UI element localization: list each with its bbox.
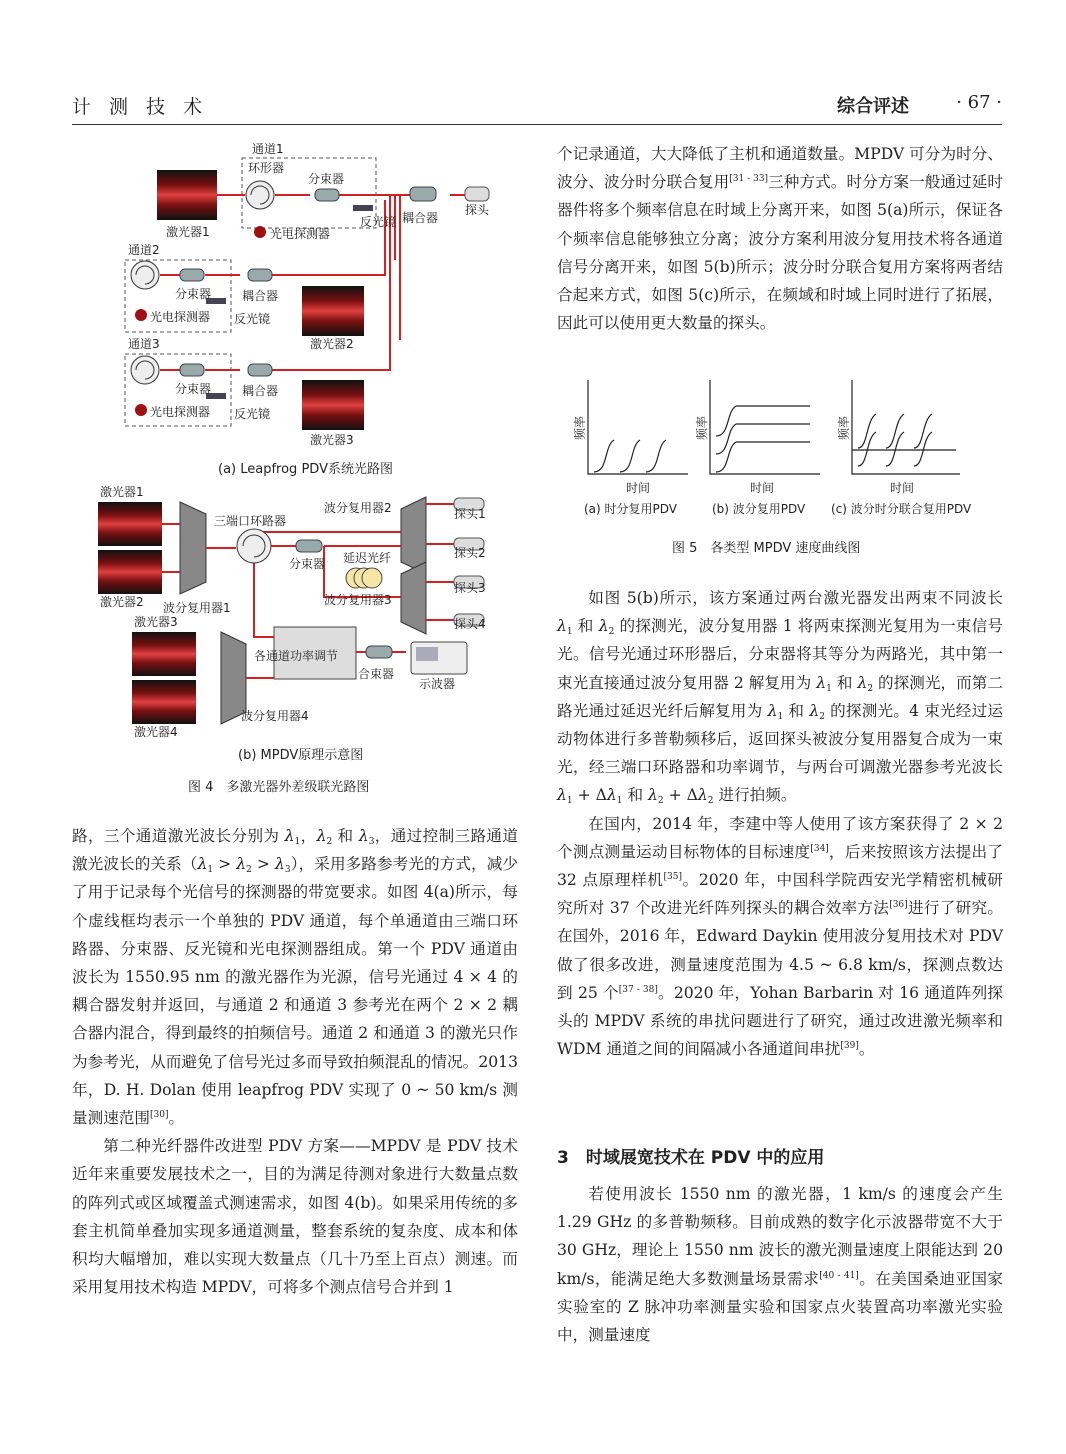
fig5-sub-b: (b) 波分复用PDV [712,502,806,516]
fig4a-laser2: 激光器2 [310,337,354,351]
fig4a-circulator: 环形器 [248,161,285,175]
fig4b-probe3: 探头3 [454,581,486,595]
fig4a-detector: 光电探测器 [270,227,331,241]
fig4b-wdm4: 波分复用器4 [241,709,309,723]
fig4b-laser3: 激光器3 [134,615,178,629]
figure-4a-diagram [120,140,520,458]
fig4a-splitter: 分束器 [308,172,345,186]
fig5-ylabel-a: 频率 [573,415,587,440]
fig4a-coupler2: 耦合器 [242,289,279,303]
fig4b-probe1: 探头1 [454,507,486,521]
page-number: · 67 · [956,92,1002,113]
fig4a-detector2: 光电探测器 [150,310,211,324]
figure-4b-diagram [96,482,516,744]
fig4b-probe2: 探头2 [454,546,486,560]
fig4b-splitter: 分束器 [289,557,326,571]
fig4a-detector3: 光电探测器 [150,405,211,419]
fig4b-caption: (b) MPDV原理示意图 [238,748,364,763]
section-3-heading: 3 时域展宽技术在 PDV 中的应用 [557,1148,825,1168]
fig4a-mirror: 反光镜 [360,215,397,229]
fig5-xlabel-a: 时间 [626,481,651,494]
fig5-xlabel-c: 时间 [890,481,915,494]
fig4a-splitter2: 分束器 [175,287,212,301]
fig5-caption: 图 5 各类型 MPDV 速度曲线图 [672,541,861,556]
fig4b-circulator: 三端口环路器 [214,514,287,528]
fig4a-mirror2: 反光镜 [234,312,271,326]
header-rule [72,124,1002,125]
right-top-paragraph: 个记录通道，大大降低了主机和通道数量。MPDV 可分为时分、波分、波分时分联合复用[31 - 33]三种方式。时分方案一般通过延时器件将多个频率信息在时域上分离开来，如图 5(a)所示，保证各个频率信息能够独立分离；波分方案利用波分复用技术将各通道信号分离开来，如图 5(b)所示；波分时分联合复用方案将两者结合起来方式，如图 5(c)所示，在频域和时域上同时进行了拓展，因此可以使用更大数量的探头。 [557,145,1003,333]
fig4b-combiner: 合束器 [358,667,395,681]
left-bottom-paragraphs: 路，三个通道激光波长分别为 $\lambda_1$，$\lambda_2$ 和 $\lambda_3$，通过控制三路通道激光波长的关系$(\lambda_1 > \lambda_2 > \lambda_3)$，采用多路参考光的方式，减少了用于记录每个光信号的探测器的带宽要求。如图 4(a)所示，每个虚线框均表示一个单独的 PDV 通道，每个单通道由三端口环路器、分束器、反光镜和光电探测器组成。第一个 PDV 通道由波长为 1550.95 nm 的激光器作为光源，信号光通过 4 × 4 的耦合器发射并返回，与通道 2 和通道 3 参考光在两个 2 × 2 耦合器内混合，得到最终的拍频信号。通道 2 和通道 3 的激光只作为参考光，从而避免了信号光过多而导致拍频混乱的情况。2013 年，D. H. Dolan 使用 leapfrog PDV 实现了 0 ~ 50 km/s 测量测速范围[30]。 第二种光纤器件改进型 PDV 方案——MPDV 是 PDV 技术近年来重要发展技术之一，目的为满足待测对象进行大数量点数的阵列式或区域覆盖式测速需求，如图 4(b)。如果采用传统的多套主机简单叠加实现多通道测量，整套系统的复杂度、成本和体积均大幅增加，难以实现大数量点（几十乃至上百点）测速。而采用复用技术构造 MPDV，可将多个测点信号合并到 1 [72,827,518,1297]
fig4b-wdm2: 波分复用器2 [324,501,392,515]
fig4-caption: 图 4 多激光器外差级联光路图 [188,780,370,795]
fig4b-scope: 示波器 [419,677,456,691]
right-middle-paragraphs: 如图 5(b)所示，该方案通过两台激光器发出两束不同波长 $\lambda_1$ 和 $\lambda_2$ 的探测光，波分复用器 1 将两束探测光复用为一束信号光。信号光通过环形器后，分束器将其等分为两路光，其中第一束光直接通过波分复用器 2 解复用为 $\lambda_1$ 和 $\lambda_2$ 的探测光，而第二路光通过延迟光纤后解复用为 $\lambda_1$ 和 $\lambda_2$ 的探测光。4 束光经过运动物体进行多普勒频移后，返回探头被波分复用器复合成为一束光，经三端口环路器和功率调节，与两台可调激光器参考光波长 $\lambda_1 + \Delta\lambda_1$ 和 $\lambda_2 + \Delta\lambda_2$ 进行拍频。 在国内，2014 年，李建中等人使用了该方案获得了 2 × 2 个测点测量运动目标物体的目标速度[34]，后来按照该方法提出了 32 点原理样机[35]。2020 年，中国科学院西安光学精密机械研究所对 37 个改进光纤阵列探头的耦合效率方法[36]进行了研究。在国外，2016 年，Edward Daykin 使用波分复用技术对 PDV 做了很多改进，测量速度范围为 4.5 ~ 6.8 km/s，探测点数达到 25 个[37 - 38]。2020 年，Yohan Barbarin 对 16 通道阵列探头的 MPDV 系统的串扰问题进行了研究，通过改进激光频率和 WDM 通道之间的间隔减小各通道间串扰[39]。 [557,589,1004,1059]
fig4a-caption: (a) Leapfrog PDV系统光路图 [218,462,393,477]
fig4b-power: 各通道功率调节 [254,649,339,663]
fig4a-splitter3: 分束器 [175,382,212,396]
fig4a-channel2: 通道2 [128,243,160,257]
fig5-sub-c: (c) 波分时分联合复用PDV [831,502,972,516]
fig4b-wdm3: 波分复用器3 [324,593,392,607]
fig4b-laser4: 激光器4 [134,725,178,739]
fig4a-channel3: 通道3 [128,337,160,351]
fig4b-probe4: 探头4 [454,617,486,631]
section-name: 综合评述 [837,96,909,117]
fig5-ylabel-c: 频率 [837,415,851,440]
figure-5-curves [560,376,1000,494]
fig4a-coupler3: 耦合器 [242,384,279,398]
fig4b-laser2: 激光器2 [100,595,144,609]
fig4a-laser1: 激光器1 [166,225,210,239]
fig4a-coupler: 耦合器 [402,211,439,225]
journal-title: 计 测 技 术 [72,96,209,118]
fig5-ylabel-b: 频率 [695,415,709,440]
fig4a-probe: 探头 [465,203,490,217]
fig4a-channel1: 通道1 [252,142,284,156]
fig5-sub-a: (a) 时分复用PDV [584,502,678,516]
page-header [72,92,1002,126]
right-bottom-paragraph: 若使用波长 1550 nm 的激光器，1 km/s 的速度会产生 1.29 GHz 的多普勒频移。目前成熟的数字化示波器带宽不大于 30 GHz，理论上 1550 nm 波长的激光测量速度上限能达到 20 km/s，能满足绝大多数测量场景需求[40 - 41]。在美国桑迪亚国家实验室的 Z 脉冲功率测量实验和国家点火装置高功率激光实验中，测量速度 [557,1185,1003,1345]
fig5-xlabel-b: 时间 [750,481,775,494]
fig4b-delay: 延迟光纤 [343,551,392,565]
fig4b-laser1: 激光器1 [100,485,144,499]
fig4a-laser3: 激光器3 [310,433,354,447]
fig4a-mirror3: 反光镜 [234,407,271,421]
fig4b-wdm1: 波分复用器1 [163,601,231,615]
